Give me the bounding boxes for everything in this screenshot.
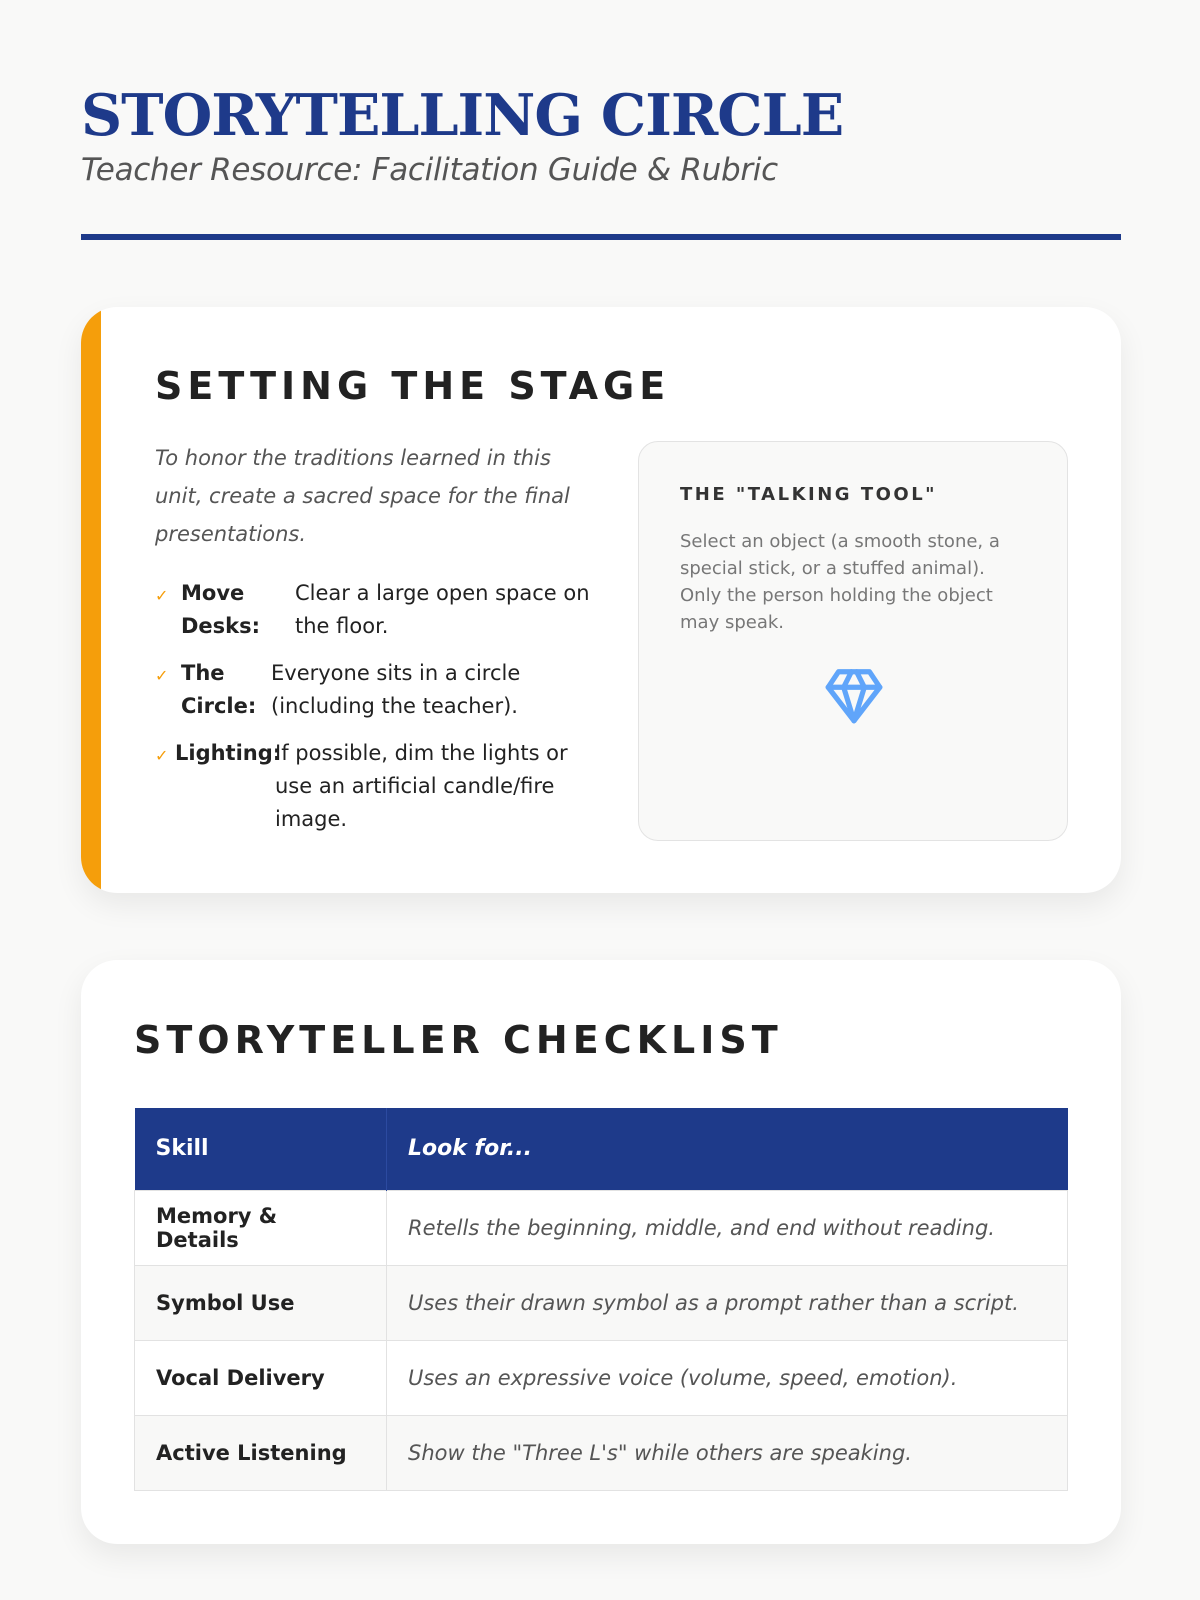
talking-tool-title: THE "TALKING TOOL" <box>680 484 938 505</box>
step-text: Everyone sits in a circle (including the teacher). <box>271 661 521 718</box>
page-subtitle: Teacher Resource: Facilitation Guide & Rubric <box>81 152 778 188</box>
table-row <box>135 1415 1068 1490</box>
list-item <box>155 657 595 723</box>
checkmark-icon: ✓ <box>155 666 169 685</box>
skill-cell: Memory & Details <box>135 1190 387 1265</box>
skill-cell: Vocal Delivery <box>135 1340 387 1415</box>
look-for-cell: Show the "Three L's" while others are speaking. <box>387 1415 1068 1490</box>
step-text: If possible, dim the lights or use an artificial candle/fire image. <box>275 741 568 831</box>
setting-the-stage-card <box>81 307 1121 893</box>
checkmark-icon: ✓ <box>155 746 169 765</box>
column-header-skill: Skill <box>135 1108 387 1190</box>
card-accent-bar <box>81 307 101 893</box>
look-for-cell: Retells the beginning, middle, and end without reading. <box>387 1190 1068 1265</box>
table-row <box>135 1340 1068 1415</box>
step-text: Clear a large open space on the floor. <box>295 581 590 638</box>
step-label: Move Desks: <box>181 581 261 638</box>
table-row <box>135 1190 1068 1265</box>
gem-icon <box>823 664 885 726</box>
page-header <box>81 84 1121 190</box>
storyteller-checklist-card <box>81 960 1121 1544</box>
look-for-cell: Uses their drawn symbol as a prompt rather than a script. <box>387 1265 1068 1340</box>
stage-intro-text: To honor the traditions learned in this unit, create a sacred space for the final presentations. <box>155 446 570 546</box>
checklist-table <box>134 1108 1068 1491</box>
talking-tool-text: Select an object (a smooth stone, a special stick, or a stuffed animal). Only the person holding the object may speak. <box>680 531 1000 633</box>
list-item <box>155 577 595 643</box>
table-header-row <box>135 1108 1068 1190</box>
column-header-look-for: Look for... <box>387 1108 1068 1190</box>
list-item <box>155 737 595 836</box>
step-label: Lighting: <box>175 741 282 765</box>
look-for-cell: Uses an expressive voice (volume, speed, emotion). <box>387 1340 1068 1415</box>
stage-steps-list <box>155 577 595 850</box>
skill-cell: Active Listening <box>135 1415 387 1490</box>
section-heading-stage: SETTING THE STAGE <box>155 364 671 408</box>
header-divider <box>81 234 1121 240</box>
checklist-table-wrapper <box>134 1108 1068 1491</box>
checkmark-icon: ✓ <box>155 586 169 605</box>
section-heading-checklist: STORYTELLER CHECKLIST <box>134 1018 783 1062</box>
page-title: STORYTELLING CIRCLE <box>81 82 844 149</box>
table-row <box>135 1265 1068 1340</box>
talking-tool-box <box>638 441 1068 841</box>
skill-cell: Symbol Use <box>135 1265 387 1340</box>
step-label: The Circle: <box>181 661 257 718</box>
